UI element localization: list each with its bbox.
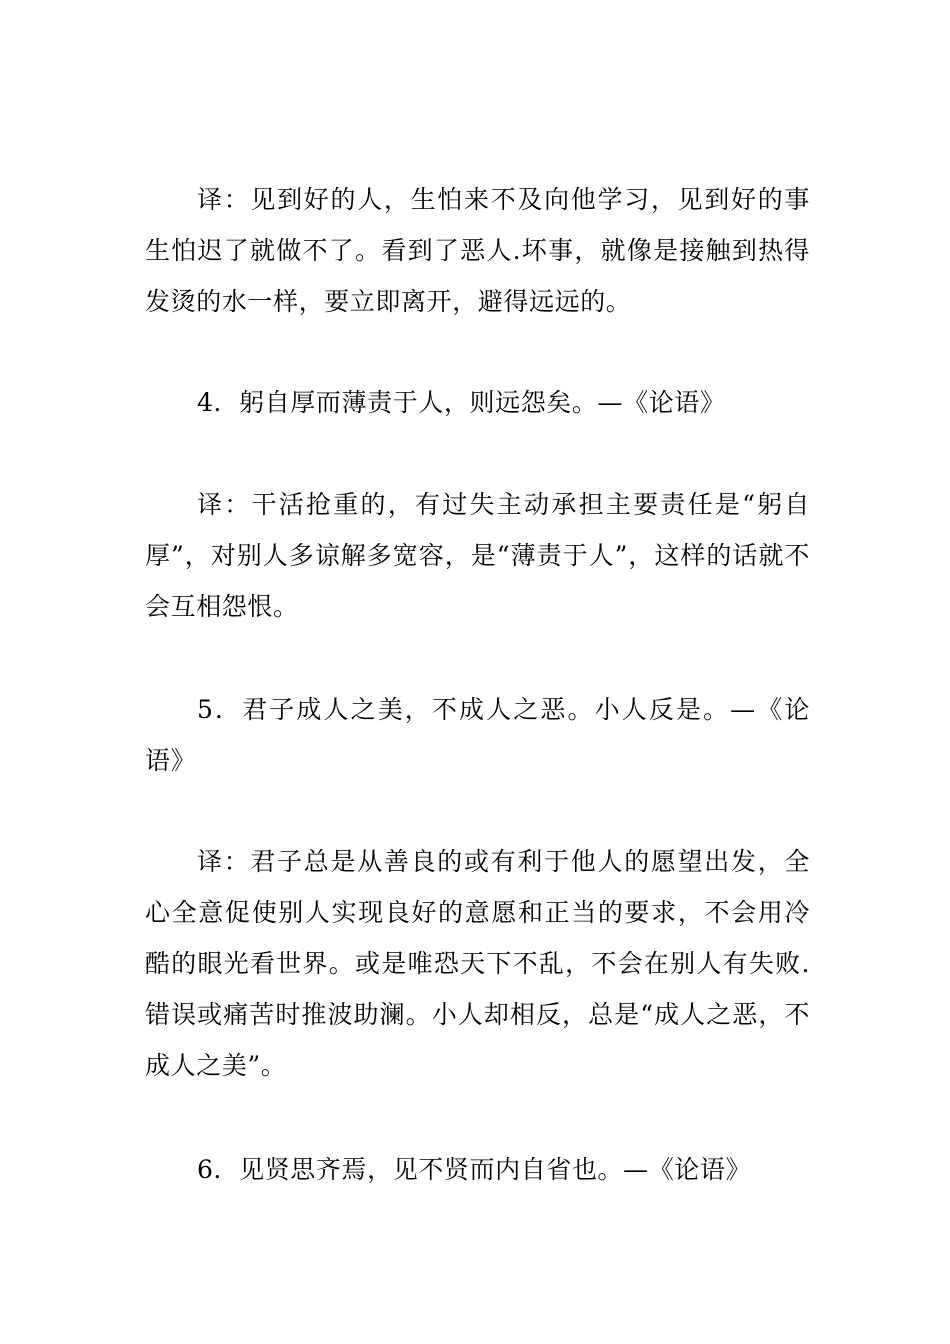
paragraph-spacer: [145, 327, 810, 377]
quote-paragraph: 5．君子成人之美，不成人之恶。小人反是。—《论语》: [145, 695, 810, 775]
paragraph-spacer: [145, 428, 810, 479]
paragraph-spacer: [145, 632, 810, 684]
translation-paragraph: 译：君子总是从善良的或有利于他人的愿望出发，全心全意促使别人实现良好的意愿和正当的要求，不会用冷酷的眼光看世界。或是唯恐天下不乱，不会在别人有失败.错误或痛苦时推波助澜。小人却相反，总是“成人之恶，不成人之美”。: [145, 847, 810, 1080]
translation-paragraph: 译：干活抢重的，有过失主动承担主要责任是“躬自厚”，对别人多谅解多宽容，是“薄责于人”，这样的话就不会互相怨恨。: [145, 490, 810, 621]
quote-paragraph: 6．见贤思齐焉，见不贤而内自省也。—《论语》: [197, 1155, 752, 1184]
paragraph-spacer: [145, 1091, 810, 1144]
quote-paragraph: 4．躬自厚而薄责于人，则远怨矣。—《论语》: [197, 388, 726, 417]
translation-paragraph: 译：见到好的人，生怕来不及向他学习，见到好的事生怕迟了就做不了。看到了恶人.坏事，就像是接触到热得发烫的水一样，要立即离开，避得远远的。: [145, 185, 810, 316]
paragraph-spacer: [145, 786, 810, 836]
document-body: [145, 174, 810, 1195]
